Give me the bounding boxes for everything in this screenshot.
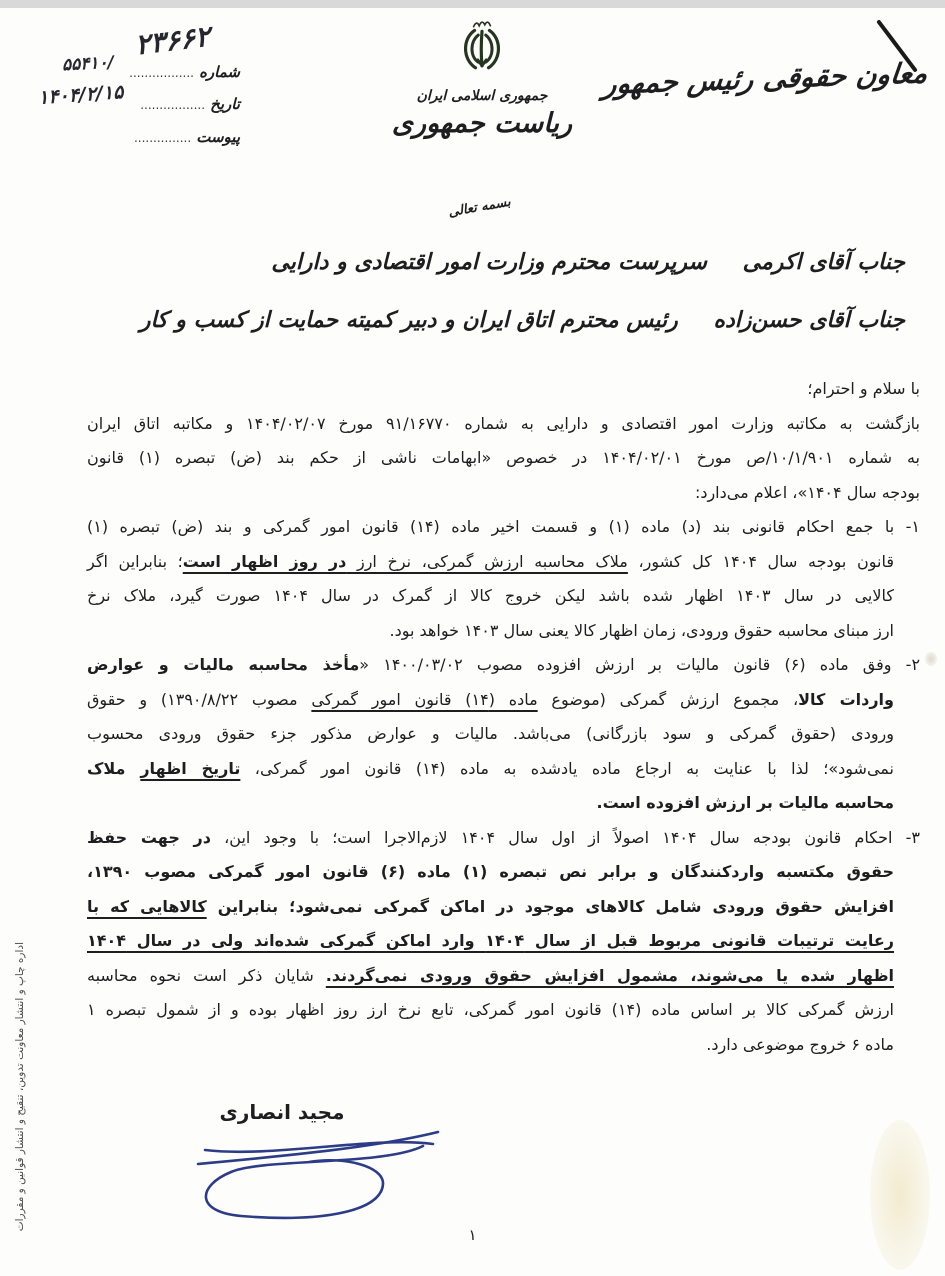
attachment-dotted-line: ...............: [133, 131, 192, 145]
bold-underlined-text: در روز اظهار است: [182, 551, 347, 571]
item1-line-2: [87, 545, 920, 580]
handwritten-date: ۱۴۰۴/۲/۱۵: [37, 81, 124, 109]
item1-line-1: [87, 510, 920, 545]
bold-underlined-text: رعایت ترتیبات قانونی مربوط قبل از سال ۱۴۰۴ وارد اماکن گمرکی شده‌اند ولی در سال ۱۴۰۴: [87, 931, 895, 950]
text-segment: ۱- با جمع احکام قانونی بند (د) ماده (۱) و قسمت اخیر ماده (۱۴) قانون امور گمرکی و بند (ض) تبصره (۱): [87, 517, 921, 536]
text-segment: بودجه سال ۱۴۰۴»، اعلام می‌دارد:: [694, 482, 920, 502]
text-segment: ارز مبنای محاسبه حقوق ورودی، زمان اظهار کالا یعنی سال ۱۴۰۳ خواهد بود.: [389, 620, 894, 640]
item3-line-2: [87, 855, 920, 890]
text-segment: ماده ۶ خروج موضوعی دارد.: [706, 1034, 894, 1054]
recipients: [139, 234, 905, 350]
margin-publisher-note: اداره چاپ و انتشار معاونت تدوین، تنقیح و انتشار قوانین و مقررات: [14, 942, 26, 1232]
republic-title: جمهوری اسلامی ایران: [416, 88, 548, 104]
bold-text: محاسبه مالیات بر ارزش افزوده است.: [596, 793, 894, 812]
signature-scribble: [193, 1122, 443, 1222]
item3-line-4: [87, 924, 920, 959]
text-segment: شایان ذکر است نحوه محاسبه: [87, 965, 326, 985]
deputy-title: معاون حقوقی رئیس جمهور: [601, 56, 930, 101]
text-segment: ۲- وفق ماده (۶) قانون مالیات بر ارزش افزوده مصوب ۱۴۰۰/۰۳/۰۲ «: [359, 655, 921, 674]
text-segment: بازگشت به مکاتبه وزارت امور اقتصادی و دارایی به شماره ۹۱/۱۶۷۷۰ مورخ ۱۴۰۴/۰۲/۰۷ و مکاتبه اتاق ایران: [87, 413, 921, 433]
item2-line-4: [87, 752, 920, 787]
attachment-field: [80, 127, 240, 146]
item3-line-3: [87, 890, 920, 925]
attachment-label: پیوست: [196, 128, 240, 146]
page-number: ۱: [468, 1226, 477, 1244]
handwritten-serial-number: ۵۵۴۱۰/: [61, 52, 115, 76]
bold-underlined-text: اظهار شده یا می‌شوند، مشمول افزایش حقوق ورودی نمی‌گردند.: [325, 965, 895, 985]
letterhead: [382, 18, 582, 139]
text-segment: به شماره ۱۰/۱/۹۰۱/ص مورخ ۱۴۰۴/۰۲/۰۱ در خصوص «ابهامات ناشی از حکم بند (ض) تبصره (۱) قانون: [87, 448, 920, 467]
item3-line-6: [87, 993, 920, 1028]
intro-line-2: [87, 441, 920, 476]
recipient-line-2: [139, 292, 905, 350]
date-dotted-line: .................: [140, 98, 206, 112]
presidency-title: ریاست جمهوری: [391, 108, 573, 139]
scan-artifact: [870, 1120, 930, 1270]
recipient-title: رئیس محترم اتاق ایران و دبیر کمیته حمایت از کسب و کار: [139, 308, 678, 333]
text-segment: کالایی در سال ۱۴۰۳ اظهار شده باشد لیکن خروج کالا از گمرک در سال ۱۴۰۴ صورت گیرد، ملاک نرخ: [87, 586, 895, 605]
underlined-text: ملاک محاسبه ارزش گمرکی، نرخ ارز: [346, 551, 628, 571]
bold-text: واردات کالا: [798, 689, 894, 709]
number-label: شماره: [199, 63, 240, 81]
bold-text: مأخذ محاسبه مالیات و عوارض: [87, 655, 360, 674]
item2-line-5: [87, 786, 920, 821]
recipient-name: جناب آقای اکرمی: [742, 250, 905, 275]
number-dotted-line: .................: [129, 66, 194, 80]
recipient-line-1: [165, 234, 905, 292]
text-segment: ورودی (حقوق گمرکی و سود بازرگانی) می‌باشد. مالیات و عوارض مذکور جزء حقوق ورودی محسوب: [87, 724, 894, 743]
letter-body: [87, 372, 920, 1062]
item1-line-4: [87, 614, 920, 649]
handwritten-registration-number: ۲۳۶۶۲: [133, 19, 212, 62]
bold-text: افزایش حقوق ورودی شامل کالاهای موجود در اماکن گمرکی نمی‌شود؛ بنابراین: [206, 896, 895, 916]
bold-text: حقوق مکتسبه واردکنندگان و برابر نص تبصره (۱) ماده (۶) قانون امور گمرکی مصوب ۱۳۹۰،: [87, 862, 895, 881]
item2-line-2: [87, 683, 920, 718]
text-segment: قانون بودجه سال ۱۴۰۴ کل کشور،: [627, 551, 894, 571]
iran-emblem-icon: [454, 18, 510, 82]
underlined-text: ماده (۱۴) قانون امور گمرکی: [311, 689, 538, 709]
text-segment: نمی‌شود»؛ لذا با عنایت به ارجاع ماده یادشده به ماده (۱۴) قانون امور گمرکی،: [240, 758, 894, 778]
text-segment: مصوب ۱۳۹۰/۸/۲۲) و حقوق: [87, 689, 312, 709]
item1-line-3: [87, 579, 920, 614]
item3-line-1: [87, 821, 920, 856]
signer-name: مجید انصاری: [219, 1100, 345, 1124]
besmellah: بسمه تعالی: [447, 194, 512, 221]
text-segment: ۳- احکام قانون بودجه سال ۱۴۰۴ اصولاً از اول سال ۱۴۰۴ لازم‌الاجرا است؛ با وجود این،: [210, 827, 920, 847]
bold-text: در جهت حفظ: [87, 827, 211, 847]
item2-line-3: [87, 717, 920, 752]
intro-line-1: [87, 407, 920, 442]
scan-edge-strip: [0, 0, 945, 8]
greeting-line: [87, 372, 920, 407]
recipient-title: سرپرست محترم وزارت امور اقتصادی و دارایی: [271, 250, 707, 275]
bold-text: ملاک: [87, 758, 141, 778]
scan-artifact: [925, 652, 937, 666]
bold-underlined-text: تاریخ اظهار: [140, 758, 241, 778]
item3-line-5: [87, 959, 920, 994]
item2-line-1: [87, 648, 920, 683]
intro-line-3: [87, 476, 920, 511]
item3-line-7: [87, 1028, 920, 1063]
date-label: تاریخ: [210, 95, 240, 113]
bold-underlined-text: کالاهایی که با: [87, 896, 207, 916]
recipient-name: جناب آقای حسن‌زاده: [713, 308, 905, 333]
number-field: [80, 62, 240, 81]
text-segment: ؛ بنابراین اگر: [87, 551, 183, 571]
text-segment: ، مجموع ارزش گمرکی (موضوع: [537, 689, 799, 709]
text-segment: ارزش گمرکی کالا بر اساس ماده (۱۴) قانون امور گمرکی، تابع نرخ ارز روز اظهار بوده و از شمول تبصره ۱: [87, 1000, 895, 1019]
text-segment: با سلام و احترام؛: [807, 379, 920, 398]
